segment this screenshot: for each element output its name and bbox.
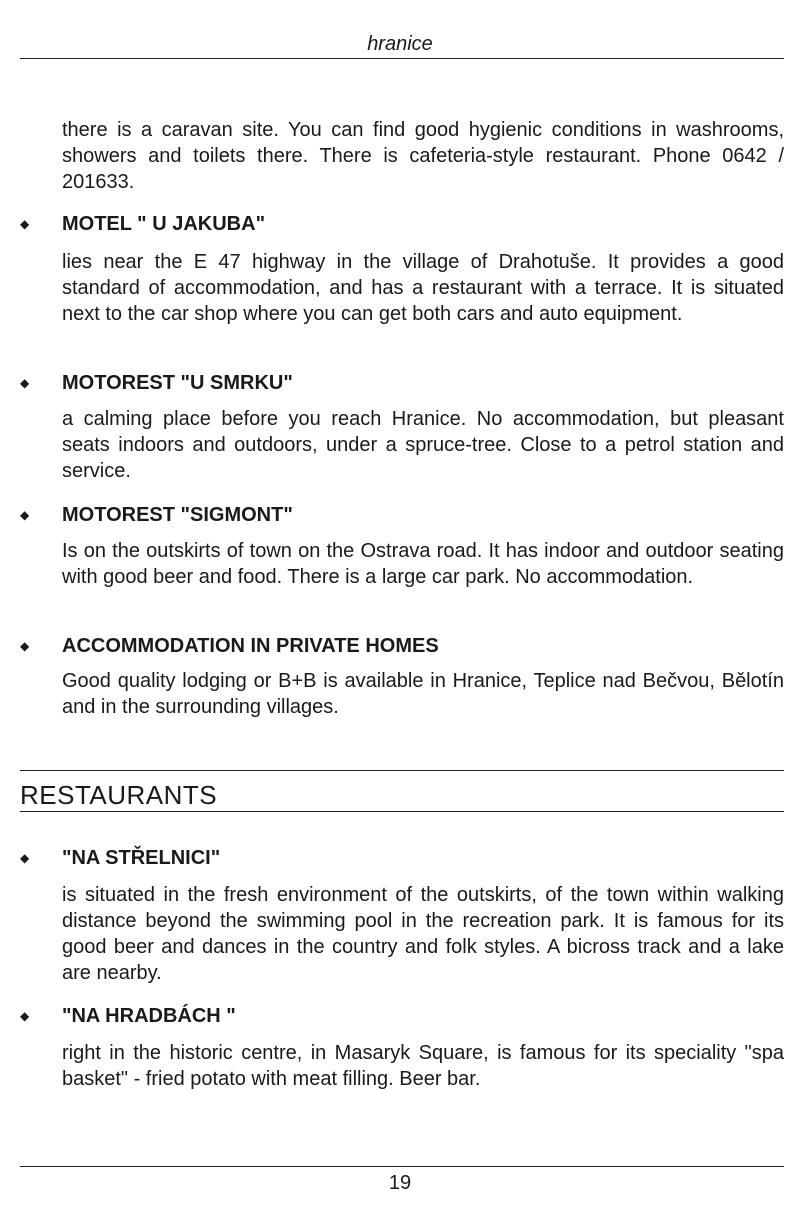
section-rule-bottom	[20, 811, 784, 812]
restaurant-text-na-hradbach: right in the historic centre, in Masaryk Square, is famous for its speciality "spa basket" - fried potato with meat filling. Beer bar.	[62, 1042, 784, 1090]
diamond-bullet-icon: ◆	[20, 508, 30, 522]
page-number: 19	[388, 1172, 412, 1194]
entry-title: ACCOMMODATION IN PRIVATE HOMES	[62, 635, 439, 657]
entry-title: MOTOREST "SIGMONT"	[62, 504, 293, 526]
entry-text-motorest-u-smrku: a calming place before you reach Hranice. No accommodation, but pleasant seats indoors and outdoors, under a spruce-tree. Close to a petrol station and service.	[62, 408, 784, 482]
diamond-bullet-icon: ◆	[20, 639, 30, 653]
entry-title: MOTOREST "U SMRKU"	[62, 372, 293, 394]
diamond-bullet-icon: ◆	[20, 376, 30, 390]
footer-rule	[20, 1166, 784, 1167]
restaurant-title: "NA HRADBÁCH "	[62, 1005, 236, 1027]
header-rule	[20, 58, 784, 59]
section-rule-top	[20, 770, 784, 771]
running-header: hranice	[367, 33, 433, 55]
entry-text-private-homes: Good quality lodging or B+B is available in Hranice, Teplice nad Bečvou, Bělotín and in the surrounding villages.	[62, 670, 784, 718]
restaurant-text-na-strelnici: is situated in the fresh environment of the outskirts, of the town within walking distance beyond the swimming pool in the recreation park. It is famous for its good beer and dances in the country and folk styles. A bicross track and a lake are nearby.	[62, 884, 784, 984]
entry-text-motorest-sigmont: Is on the outskirts of town on the Ostrava road. It has indoor and outdoor seating with good beer and food. There is a large car park. No accommodation.	[62, 540, 784, 588]
diamond-bullet-icon: ◆	[20, 1009, 30, 1023]
entry-text-motel-u-jakuba: lies near the E 47 highway in the village of Drahotuše. It provides a good standard of accommodation, and has a restaurant with a terrace. It is situated next to the car shop where you can get both cars and auto equipment.	[62, 251, 784, 325]
intro-paragraph: there is a caravan site. You can find good hygienic conditions in washrooms, showers and toilets there. There is cafeteria-style restaurant. Phone 0642 / 201633.	[62, 119, 784, 193]
restaurant-title: "NA STŘELNICI"	[62, 847, 221, 869]
diamond-bullet-icon: ◆	[20, 217, 30, 231]
section-title-restaurants: RESTAURANTS	[20, 780, 218, 810]
entry-title: MOTEL " U JAKUBA"	[62, 213, 266, 235]
diamond-bullet-icon: ◆	[20, 851, 30, 865]
